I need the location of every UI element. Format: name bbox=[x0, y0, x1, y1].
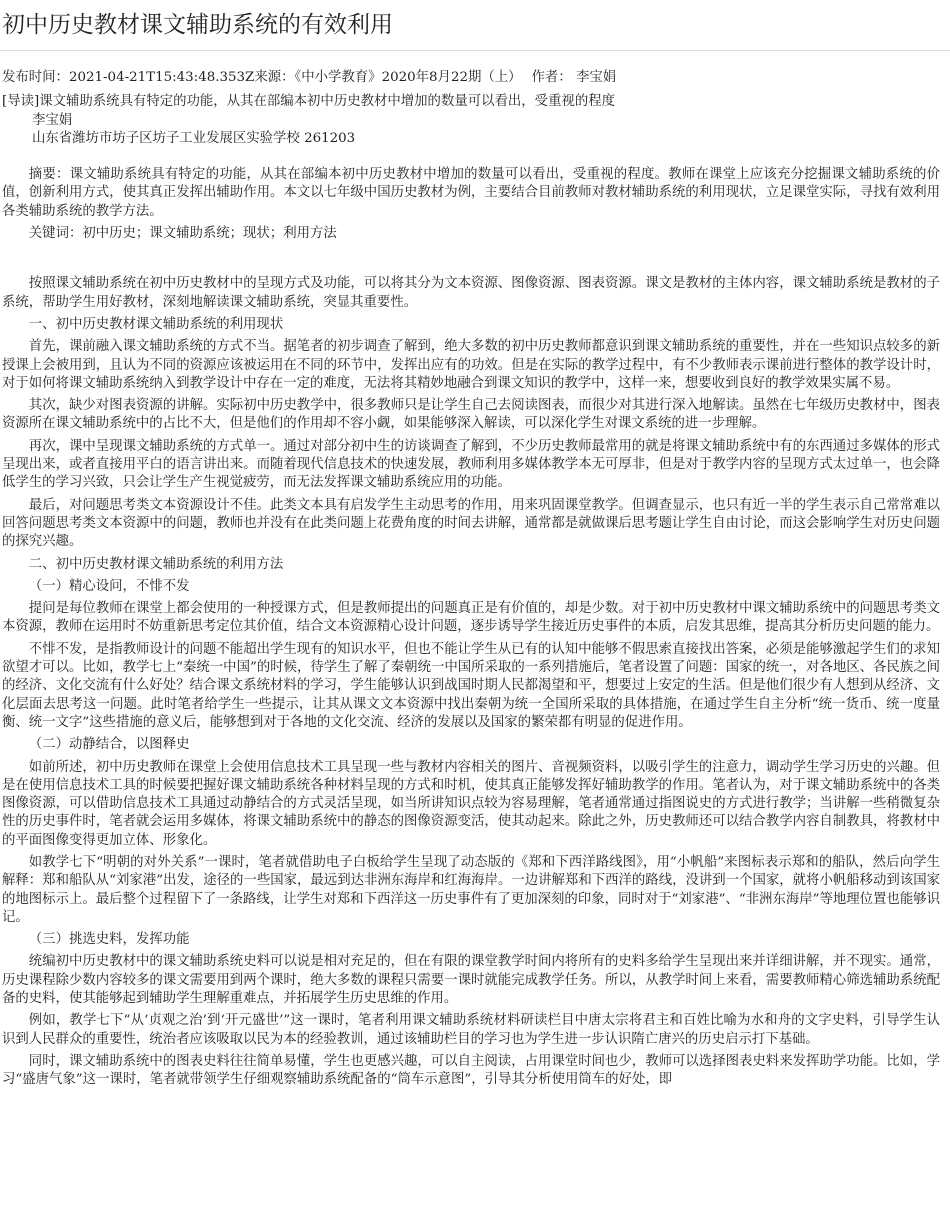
lead-summary: [导读]课文辅助系统具有特定的功能，从其在部编本初中历史教材中增加的数量可以看出，受重视的程度 bbox=[2, 94, 616, 110]
author: 作者： 李宝娟 bbox=[531, 70, 617, 85]
body-paragraph: 按照课文辅助系统在初中历史教材中的呈现方式及功能，可以将其分为文本资源、图像资源、图表资源。课文是教材的主体内容，课文辅助系统是教材的子系统，帮助学生用好教材，深刻地解读课文辅助系统，突显其重要性。 bbox=[2, 276, 940, 310]
body-paragraph: 提问是每位教师在课堂上都会使用的一种授课方式，但是教师提出的问题真正是有价值的，却是少数。对于初中历史教材中课文辅助系统中的问题思考类文本资源，教师在运用时不妨重新思考定位其价值，结合文本资源精心设计问题，逐步诱导学生接近历史事件的本质，启发其思维，提高其分析历史问题的能力。 bbox=[2, 601, 940, 635]
body-paragraph: 如前所述，初中历史教师在课堂上会使用信息技术工具呈现一些与教材内容相关的图片、音视频资料，以吸引学生的注意力，调动学生学习历史的兴趣。但是在使用信息技术工具的时候要把握好课文辅助系统各种材料呈现的方式和时机，使其真正能够发挥好辅助教学的作用。笔者认为，对于课文辅助系统中的各类图像资源，可以借助信息技术工具通过动静结合的方式灵活呈现，如当所讲知识点较为容易理解，笔者通常通过指图说史的方式进行教学；当讲解一些稍微复杂性的历史事件时，笔者就会运用多媒体，将课文辅助系统中的静态的图像资源变活，使其动起来。除此之外，历史教师还可以结合教学内容自制教具，将教材中的平面图像变得更加立体、形象化。 bbox=[2, 759, 940, 848]
subsection-heading: （一）精心设问，不悱不发 bbox=[28, 578, 190, 594]
article-meta bbox=[2, 69, 940, 87]
publish-time: 发布时间：2021-04-21T15:43:48.353Z bbox=[2, 70, 255, 85]
abstract: 摘要：课文辅助系统具有特定的功能，从其在部编本初中历史教材中增加的数量可以看出，受重视的程度。教师在课堂上应该充分挖掘课文辅助系统的价值，创新利用方式，使其真正发挥出辅助作用。本文以七年级中国历史教材为例，主要结合目前教师对教材辅助系统的利用现状，立足课堂实际，寻找有效利用各类辅助系统的教学方法。 bbox=[2, 167, 940, 219]
body-paragraph: 最后，对问题思考类文本资源设计不佳。此类文本具有启发学生主动思考的作用，用来巩固课堂教学。但调查显示，也只有近一半的学生表示自己常常难以回答问题思考类文本资源中的问题，教师也并没有在此类问题上花费角度的时间去讲解，通常都是就做课后思考题让学生自由讨论，而这会影响学生对历史问题的探究兴趣。 bbox=[2, 497, 940, 550]
article-title: 初中历史教材课文辅助系统的有效利用 bbox=[0, 0, 950, 51]
body-paragraph: 其次，缺少对图表资源的讲解。实际初中历史教学中，很多教师只是让学生自己去阅读图表，而很少对其进行深入地解读。虽然在七年级历史教材中，图表资源所在课文辅助系统中的占比不大，但是他们的作用却不容小觑，如果能够深入解读，可以深化学生对课文系统的进一步理解。 bbox=[2, 398, 940, 432]
author-affiliation: 山东省潍坊市坊子区坊子工业发展区实验学校 261203 bbox=[32, 130, 356, 146]
spacer bbox=[2, 247, 940, 275]
body-paragraph: 不悱不发，是指教师设计的问题不能超出学生现有的知识水平，但也不能让学生从已有的认知中能够不假思索直接找出答案，必须是能够激起学生们的求知欲望才可以。比如，教学七上“秦统一中国”的时候，待学生了解了秦朝统一中国所采取的一系列措施后，笔者设置了问题：国家的统一，对各地区、各民族之间的经济、文化交流有什么好处？结合课文系统材料的学习，学生能够认识到战国时期人民都渴望和平，想要过上安定的生活。但是他们很少有人想到从经济、文化层面去思考这一问题。此时笔者给学生一些提示，让其从课文文本资源中找出秦朝为统一全国所采取的具体措施，在通过学生自主分析“统一货币、统一度量衡、统一文字”这些措施的意义后，能够想到对于各地的文化交流、经济的发展以及国家的繁荣都有明显的促进作用。 bbox=[2, 641, 940, 730]
section-heading: 二、初中历史教材课文辅助系统的利用方法 bbox=[28, 556, 284, 572]
subsection-heading: （二）动静结合，以图释史 bbox=[28, 737, 190, 753]
body-paragraph: 首先，课前融入课文辅助系统的方式不当。据笔者的初步调查了解到，绝大多数的初中历史教师都意识到课文辅助系统的重要性，并在一些知识点较多的新授课上会被用到，且认为不同的资源应该被运用在不同的环节中，发挥出应有的功效。但是在实际的教学过程中，有不少教师表示课前进行整体的教学设计时，对于如何将课文辅助系统纳入到教学设计中存在一定的难度，无法将其精妙地融合到课文知识的教学中，这样一来，想要收到良好的教学效果实属不易。 bbox=[2, 339, 940, 391]
body-paragraph: 再次，课中呈现课文辅助系统的方式单一。通过对部分初中生的访谈调查了解到，不少历史教师最常用的就是将课文辅助系统中有的东西通过多媒体的形式呈现出来，或者直接用平白的语言讲出来。而随着现代信息技术的快速发展，教师利用多媒体教学本无可厚非，但是对于教学内容的呈现方式太过单一，也会降低学生的学习兴致，只会让学生产生视觉疲劳，而无法发挥课文辅助系统应用的功能。 bbox=[2, 438, 940, 491]
source: 来源：《中小学教育》2020年8月22期（上） bbox=[254, 70, 522, 85]
body-paragraph: 同时，课文辅助系统中的图表史料往往简单易懂，学生也更感兴趣，可以自主阅读，占用课堂时间也少，教师可以选择图表史料来发挥助学功能。比如，学习“盛唐气象”这一课时，笔者就带领学生仔细观察辅助系统配备的“筒车示意图”，引导其分析使用筒车的好处，即 bbox=[2, 1053, 940, 1088]
spacer bbox=[2, 148, 940, 166]
section-heading: 一、初中历史教材课文辅助系统的利用现状 bbox=[28, 316, 284, 332]
author-name: 李宝娟 bbox=[32, 112, 73, 128]
subsection-heading: （三）挑选史料，发挥功能 bbox=[28, 932, 190, 948]
article-content bbox=[0, 51, 950, 1090]
body-paragraph: 统编初中历史教材中的课文辅助系统史料可以说是相对充足的，但在有限的课堂教学时间内将所有的史料多给学生呈现出来并详细讲解，并不现实。通常，历史课程除少数内容较多的课文需要用到两个课时，绝大多数的课程只需要一课时就能完成教学任务。所以，从教学时间上来看，需要教师精心筛选辅助系统配备的史料，使其能够起到辅助学生理解重难点，并拓展学生历史思维的作用。 bbox=[2, 954, 940, 1007]
keywords: 关键词：初中历史；课文辅助系统；现状；利用方法 bbox=[28, 226, 337, 242]
body-paragraph: 例如，教学七下“从‘贞观之治’到‘开元盛世’”这一课时，笔者利用课文辅助系统材料研读栏目中唐太宗将君主和百姓比喻为水和舟的文字史料，引导学生认识到人民群众的重要性，统治者应该吸取以民为本的经验教训，通过该辅助栏目的学习也为学生进一步认识隋亡唐兴的历史启示打下基础。 bbox=[2, 1013, 940, 1047]
body-paragraph: 如教学七下“明朝的对外关系”一课时，笔者就借助电子白板给学生呈现了动态版的《郑和下西洋路线图》，用“小帆船”来图标表示郑和的船队，然后向学生解释：郑和船队从“刘家港”出发，途径的一些国家，最远到达非洲东海岸和红海海岸。一边讲解郑和下西洋的路线，没讲到一个国家，就将小帆船移动到该国家的地图标示上。最后整个过程留下了一条路线，让学生对郑和下西洋这一历史事件有了更加深刻的印象，同时对于“刘家港”、“非洲东海岸”等地理位置也能够识记。 bbox=[2, 854, 940, 925]
